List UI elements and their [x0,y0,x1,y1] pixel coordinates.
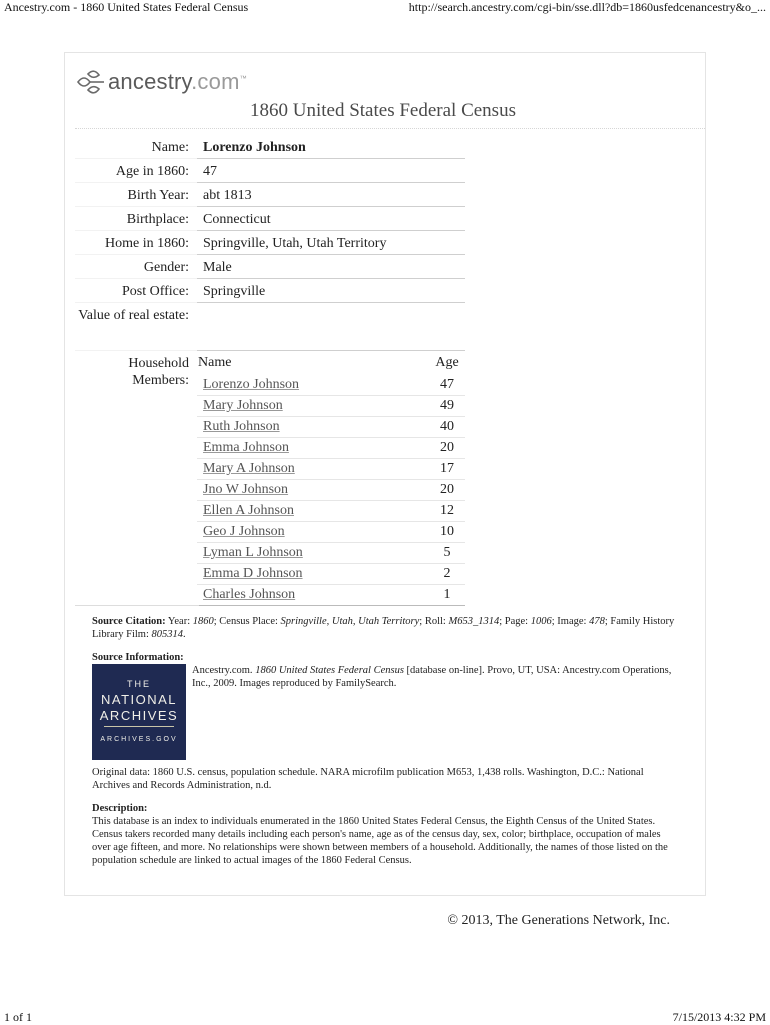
household-member-link[interactable]: Geo J Johnson [203,524,285,539]
citation-film-label: ; Family History Library Film: [92,616,675,640]
print-header-title: Ancestry.com - 1860 United States Federal Census [4,0,249,14]
citation-roll-label: ; Roll: [419,616,446,627]
field-value: Springville [197,279,465,303]
household-member-link[interactable]: Charles Johnson [203,587,296,602]
household-row [197,438,465,459]
field-row-birth-year [75,183,465,207]
citation-image-label: ; Image: [551,616,587,627]
household-member-age: 2 [443,566,451,581]
field-value: Springville, Utah, Utah Territory [197,231,465,255]
nara-divider [104,726,174,727]
field-label: Birthplace: [75,207,197,231]
field-row-home [75,231,465,255]
print-footer-page: 1 of 1 [4,1010,32,1024]
field-value: abt 1813 [197,183,465,207]
citation-place-label: ; Census Place: [213,616,278,627]
household-row [197,459,465,480]
field-label: Birth Year: [75,183,197,207]
household-member-link[interactable]: Ruth Johnson [203,419,280,434]
household-member-age: 40 [440,419,454,434]
citation-roll: M653_1314 [448,616,500,627]
citation-image: 478 [589,616,605,627]
page-title: 1860 United States Federal Census [250,100,516,121]
section-divider [75,605,199,606]
household-row [197,585,465,606]
household-row [197,480,465,501]
household-table [197,351,465,606]
household-member-link[interactable]: Emma Johnson [203,440,289,455]
source-information-text [192,664,677,760]
print-footer-date: 7/15/2013 4:32 PM [672,1010,766,1024]
household-member-link[interactable]: Lyman L Johnson [203,545,303,560]
field-row-post-office [75,279,465,303]
source-information [92,651,677,792]
household-member-age: 5 [443,545,451,560]
household-col-age: Age [435,355,459,370]
household-row [197,543,465,564]
logo-name: ancestry [108,69,192,94]
citation-year: 1860 [192,616,214,627]
citation-year-label: Year: [167,616,191,627]
copyright-notice: © 2013, The Generations Network, Inc. [447,913,670,928]
field-value: 47 [197,159,465,183]
household-member-link[interactable]: Ellen A Johnson [203,503,295,518]
nara-line4: ARCHIVES.GOV [100,736,178,743]
logo-tm: ™ [239,75,247,83]
field-row-gender [75,255,465,279]
household-col-name: Name [198,355,232,370]
citation-place: Springville, Utah, Utah Territory [280,616,420,627]
logo-suffix: .com [191,69,240,94]
household-row [197,522,465,543]
title-divider [75,128,705,129]
household-member-age: 12 [440,503,454,518]
household-member-link[interactable]: Jno W Johnson [203,482,289,497]
field-row-age [75,159,465,183]
field-value [197,303,465,351]
household-member-age: 49 [440,398,454,413]
household-member-age: 17 [440,461,454,476]
record-card [64,52,706,896]
nara-line2: NATIONAL [100,692,178,707]
household-row [197,396,465,417]
original-data: Original data: 1860 U.S. census, population schedule. NARA microfilm publication M653, 1,438 rolls. Washington, D.C.: National Archives and Records Administration, n.d. [92,767,644,791]
source-information-heading: Source Information: [92,652,184,663]
household-member-link[interactable]: Lorenzo Johnson [203,377,300,392]
field-label: Name: [75,135,197,159]
nara-line1: THE [127,679,151,689]
citation-page: 1006 [530,616,552,627]
field-label: Gender: [75,255,197,279]
household-member-age: 1 [443,587,451,602]
household-member-age: 47 [440,377,454,392]
household-member-age: 10 [440,524,454,539]
household-label: Household Members: [128,356,189,388]
ancestry-logo[interactable] [75,67,247,97]
citation-film: 805314 [151,629,183,640]
national-archives-logo[interactable] [92,664,186,760]
household-row [197,417,465,438]
source-info-post: [database on-line]. Provo, UT, USA: Ancestry.com Operations, Inc., 2009. Images reproduced by FamilySearch. [192,665,672,689]
field-label: Age in 1860: [75,159,197,183]
household-section [75,351,465,606]
field-row-real-estate [75,303,465,351]
description [92,802,677,867]
household-row [197,564,465,585]
field-value: Connecticut [197,207,465,231]
field-label: Home in 1860: [75,231,197,255]
record-fields [75,135,465,606]
field-row-birthplace [75,207,465,231]
field-row-name [75,135,465,159]
household-member-age: 20 [440,482,454,497]
source-citation [92,615,677,641]
description-text: This database is an index to individuals enumerated in the 1860 United States Federal Census, the Eighth Census of the United States. Census takers recorded many details including each person's name, age as of the census day, sex, color; birthplace, occupation of males over age fifteen, and more. No relationships were shown between members of a household. Additionally, the names of those listed on the population schedule are linked to actual images of the 1860 Federal Census. [92,816,668,866]
household-row [197,501,465,522]
citation-page-label: ; Page: [499,616,529,627]
field-value: Lorenzo Johnson [197,135,465,159]
source-section [92,615,677,877]
leaf-icon [75,68,105,96]
logo-wordmark [108,69,247,95]
source-info-db-title: 1860 United States Federal Census [255,665,404,676]
source-info-pre: Ancestry.com. [192,665,256,676]
print-header-url: http://search.ancestry.com/cgi-bin/sse.dll?db=1860usfedcenancestry&o_... [408,0,766,14]
household-member-link[interactable]: Emma D Johnson [203,566,303,581]
household-member-link[interactable]: Mary Johnson [203,398,283,413]
field-label: Value of real estate: [75,303,197,351]
source-citation-heading: Source Citation: [92,616,166,627]
household-header [197,351,465,375]
citation-end: . [183,629,186,640]
field-label: Post Office: [75,279,197,303]
household-member-link[interactable]: Mary A Johnson [203,461,295,476]
household-member-age: 20 [440,440,454,455]
description-heading: Description: [92,803,148,814]
nara-line3: ARCHIVES [99,708,179,723]
field-value: Male [197,255,465,279]
source-information-body [92,664,677,760]
household-row [197,375,465,396]
